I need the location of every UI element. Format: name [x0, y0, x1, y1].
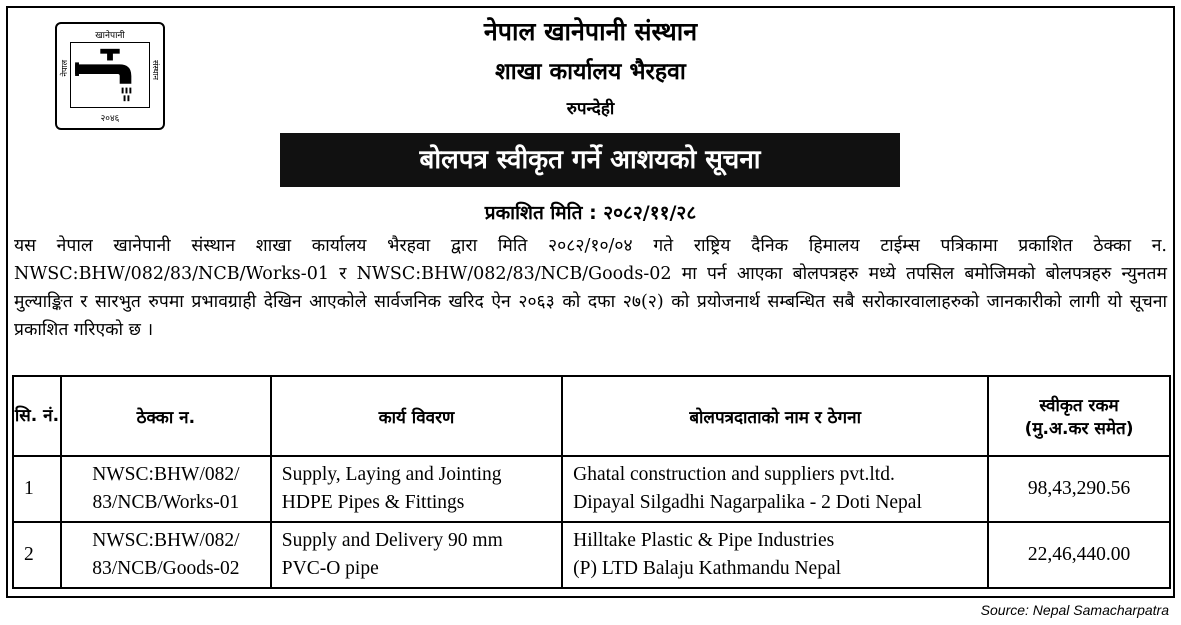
row-bidder	[562, 456, 988, 522]
table-row	[13, 456, 1170, 522]
district-name: रुपन्देही	[566, 99, 615, 119]
logo-year-text: २०४६	[100, 114, 120, 124]
header-work-description: कार्य विवरण	[271, 376, 562, 456]
header-approved-amount	[988, 376, 1170, 456]
row-contract-number: NWSC:BHW/082/ 83/NCB/Works-01	[61, 456, 271, 522]
row-bidder-address: Dipayal Silgadhi Nagarpalika - 2 Doti Nepal	[573, 492, 922, 513]
header-contract-number: ठेक्का न.	[61, 376, 271, 456]
notice-body-text: यस नेपाल खानेपानी संस्थान शाखा कार्यालय भैरहवा द्वारा मिति २०८२/१०/०४ गते राष्ट्रिय दैनिक हिमालय टाईम्स पत्रिकामा प्रकाशित ठेक्का न. NWSC:BHW/082/83/NCB/Works-01 र NWSC:BHW/082/83/NCB/Goods-02 मा पर्न आएका बोलपत्रहरु मध्ये तपसिल बमोजिमको बोलपत्रहरु न्युनतम मुल्याङ्कित र सारभुत रुपमा प्रभावग्राही देखिन आएकोले सार्वजनिक खरिद ऐन २०६३ को दफा २७(२) को प्रयोजनार्थ सम्बन्धित सबै सरोकारवालाहरुको जानकारीको लागी यो सूचना प्रकाशित गरिएको छ ।	[14, 236, 1167, 340]
table-row	[13, 522, 1170, 588]
organization-name: नेपाल खानेपानी संस्थान	[483, 17, 698, 46]
row-bidder-address: (P) LTD Balaju Kathmandu Nepal	[573, 558, 842, 579]
row-bidder-name: Hilltake Plastic & Pipe Industries	[573, 530, 835, 551]
notice-title-banner: बोलपत्र स्वीकृत गर्ने आशयको सूचना	[280, 133, 900, 187]
published-date-label: प्रकाशित मिति	[484, 202, 583, 224]
logo-right-text: संस्थान	[151, 60, 160, 80]
row-contract-number: NWSC:BHW/082/ 83/NCB/Goods-02	[61, 522, 271, 588]
source-credit: Source: Nepal Samacharpatra	[980, 602, 1169, 618]
logo-top-text: खानेपानी	[95, 31, 125, 41]
header-amount-line1: स्वीकृत रकम	[1039, 396, 1119, 416]
header-amount-line2: (मु.अ.कर समेत)	[1024, 419, 1134, 439]
header-bidder-name-address: बोलपत्रदाताको नाम र ठेगना	[562, 376, 988, 456]
row-bidder-name: Ghatal construction and suppliers pvt.ltd.	[573, 464, 895, 485]
row-approved-amount: 98,43,290.56	[988, 456, 1170, 522]
row-work-description: Supply and Delivery 90 mm PVC-O pipe	[271, 522, 562, 588]
published-date-value: : २०८२/११/२८	[589, 202, 697, 224]
row-approved-amount: 22,46,440.00	[988, 522, 1170, 588]
approved-bids-table	[12, 375, 1171, 589]
row-bidder	[562, 522, 988, 588]
branch-office-name: शाखा कार्यालय भैरहवा	[495, 59, 686, 85]
row-work-description: Supply, Laying and Jointing HDPE Pipes & Fittings	[271, 456, 562, 522]
header-serial-number: सि. नं.	[13, 376, 61, 456]
row-serial-number: 2	[13, 522, 61, 588]
table-header-row	[13, 376, 1170, 456]
row-serial-number: 1	[13, 456, 61, 522]
logo-left-text: नेपाल	[60, 60, 69, 77]
published-date	[0, 199, 1181, 225]
